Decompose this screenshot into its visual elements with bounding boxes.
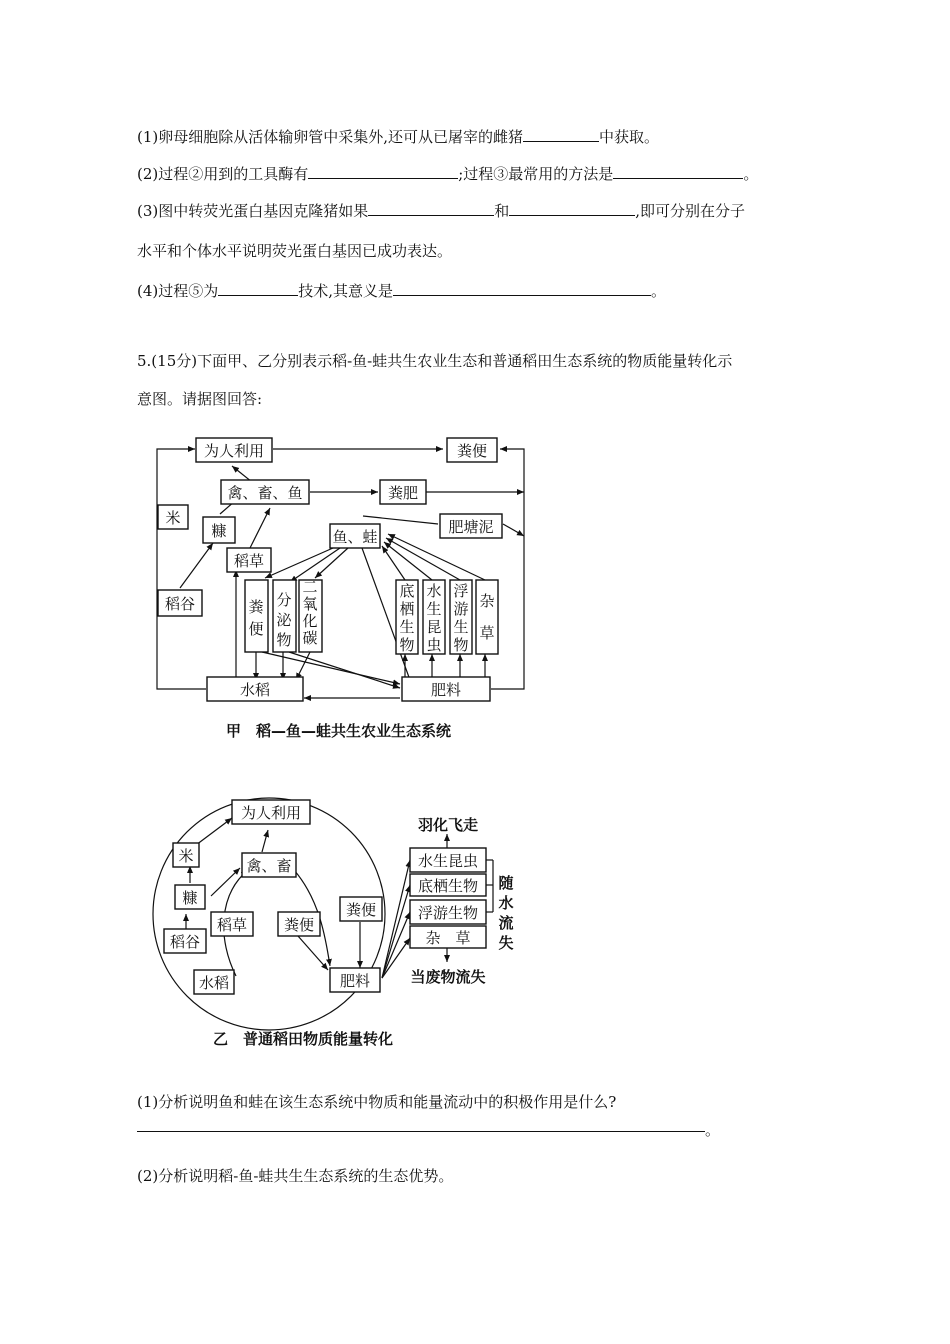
a-livestock-fish: 禽、畜、鱼 bbox=[227, 484, 303, 502]
q4-s2-mid: ;过程③最常用的方法是 bbox=[458, 165, 614, 183]
q5-sub1 bbox=[137, 1092, 616, 1112]
b-feces2: 粪便 bbox=[345, 901, 377, 919]
q4-s4-text: (4)过程⑤为 bbox=[137, 282, 219, 300]
a-fertilizer: 肥料 bbox=[430, 681, 462, 699]
a-v-insects: 水生昆虫 bbox=[426, 582, 442, 654]
q5-sub1-end: 。 bbox=[705, 1121, 721, 1139]
b-paddy: 水稻 bbox=[198, 974, 230, 992]
b-fertilizer: 肥料 bbox=[339, 972, 371, 990]
a-v-plankton: 浮游生物 bbox=[453, 582, 469, 654]
q4-s4-end: 。 bbox=[651, 282, 667, 300]
q4-line-3 bbox=[137, 201, 745, 221]
q5-intro-1 bbox=[137, 351, 732, 371]
b-grain: 稻谷 bbox=[169, 933, 201, 951]
b-plankton: 浮游生物 bbox=[417, 904, 479, 922]
diagram-a bbox=[0, 430, 950, 760]
b-feces: 粪便 bbox=[283, 916, 315, 934]
q4-s4-mid: 技术,其意义是 bbox=[298, 282, 394, 300]
a-fish-frog: 鱼、蛙 bbox=[332, 528, 378, 546]
b-note-waste-loss: 当废物流失 bbox=[410, 968, 486, 986]
blank-6[interactable] bbox=[218, 281, 298, 296]
q4-line-5 bbox=[137, 281, 666, 301]
b-weeds: 杂 草 bbox=[425, 929, 471, 947]
a-rice: 米 bbox=[165, 509, 181, 527]
q4-s3-cont: 水平和个体水平说明荧光蛋白基因已成功表达。 bbox=[137, 242, 453, 260]
b-bran: 糠 bbox=[182, 889, 198, 907]
q4-s3-text: (3)图中转荧光蛋白基因克隆猪如果 bbox=[137, 202, 369, 220]
q5-sub2 bbox=[137, 1166, 453, 1186]
a-straw: 稻草 bbox=[233, 552, 265, 570]
q4-s2-end: 。 bbox=[743, 165, 759, 183]
q5-sub2-text: (2)分析说明稻-鱼-蛙共生生态系统的生态优势。 bbox=[137, 1167, 454, 1185]
blank-1[interactable] bbox=[523, 127, 599, 142]
diagram-b bbox=[0, 790, 950, 1060]
blank-3[interactable] bbox=[613, 164, 743, 179]
b-rice: 米 bbox=[178, 847, 194, 865]
a-v-feces: 粪便 bbox=[248, 598, 264, 638]
b-straw: 稻草 bbox=[216, 916, 248, 934]
a-pond-mud: 肥塘泥 bbox=[448, 518, 494, 536]
q5-intro-2 bbox=[137, 389, 262, 409]
diagram-b-caption: 乙 普通稻田物质能量转化 bbox=[213, 1030, 394, 1048]
a-v-co2: 二氧化碳 bbox=[302, 578, 318, 647]
answer-line-1[interactable] bbox=[137, 1131, 705, 1132]
q4-s3-and: 和 bbox=[494, 202, 510, 220]
q5-intro-1-text: 5.(15分)下面甲、乙分别表示稻-鱼-蛙共生农业生态和普通稻田生态系统的物质能量转化示 bbox=[137, 352, 733, 370]
a-paddy: 水稻 bbox=[239, 681, 271, 699]
b-note-water-loss: 随水流失 bbox=[498, 874, 514, 952]
q4-s3-end: ,即可分别在分子 bbox=[635, 202, 746, 220]
q5-sub1-text: (1)分析说明鱼和蛙在该生态系统中物质和能量流动中的积极作用是什么? bbox=[137, 1093, 617, 1111]
a-human-use: 为人利用 bbox=[203, 442, 265, 460]
a-v-weeds: 杂草 bbox=[479, 592, 495, 642]
blank-5[interactable] bbox=[509, 201, 635, 216]
blank-2[interactable] bbox=[308, 164, 458, 179]
q5-intro-2-text: 意图。请据图回答: bbox=[137, 390, 263, 408]
b-livestock: 禽、畜 bbox=[246, 857, 292, 875]
b-human-use: 为人利用 bbox=[240, 804, 302, 822]
b-benthos: 底栖生物 bbox=[417, 877, 479, 895]
b-note-fly-away: 羽化飞走 bbox=[417, 816, 479, 834]
diagram-a-caption: 甲 稻—鱼—蛙共生农业生态系统 bbox=[226, 722, 452, 740]
a-v-secretion: 分泌物 bbox=[276, 591, 292, 649]
a-bran: 糠 bbox=[211, 522, 227, 540]
q4-line-2 bbox=[137, 164, 758, 184]
a-v-benthos: 底栖生物 bbox=[399, 582, 415, 654]
q4-line-4 bbox=[137, 241, 452, 261]
b-insects: 水生昆虫 bbox=[417, 852, 479, 870]
q4-s1-text: (1)卵母细胞除从活体输卵管中采集外,还可从已屠宰的雌猪 bbox=[137, 128, 524, 146]
blank-4[interactable] bbox=[368, 201, 494, 216]
a-feces: 粪便 bbox=[456, 442, 488, 460]
a-manure: 粪肥 bbox=[387, 484, 419, 502]
a-grain: 稻谷 bbox=[164, 595, 196, 613]
q4-s2-text: (2)过程②用到的工具酶有 bbox=[137, 165, 309, 183]
q5-sub1-period bbox=[705, 1120, 720, 1140]
q4-line-1 bbox=[137, 127, 659, 147]
blank-7[interactable] bbox=[393, 281, 651, 296]
q4-s1-end: 中获取。 bbox=[599, 128, 660, 146]
